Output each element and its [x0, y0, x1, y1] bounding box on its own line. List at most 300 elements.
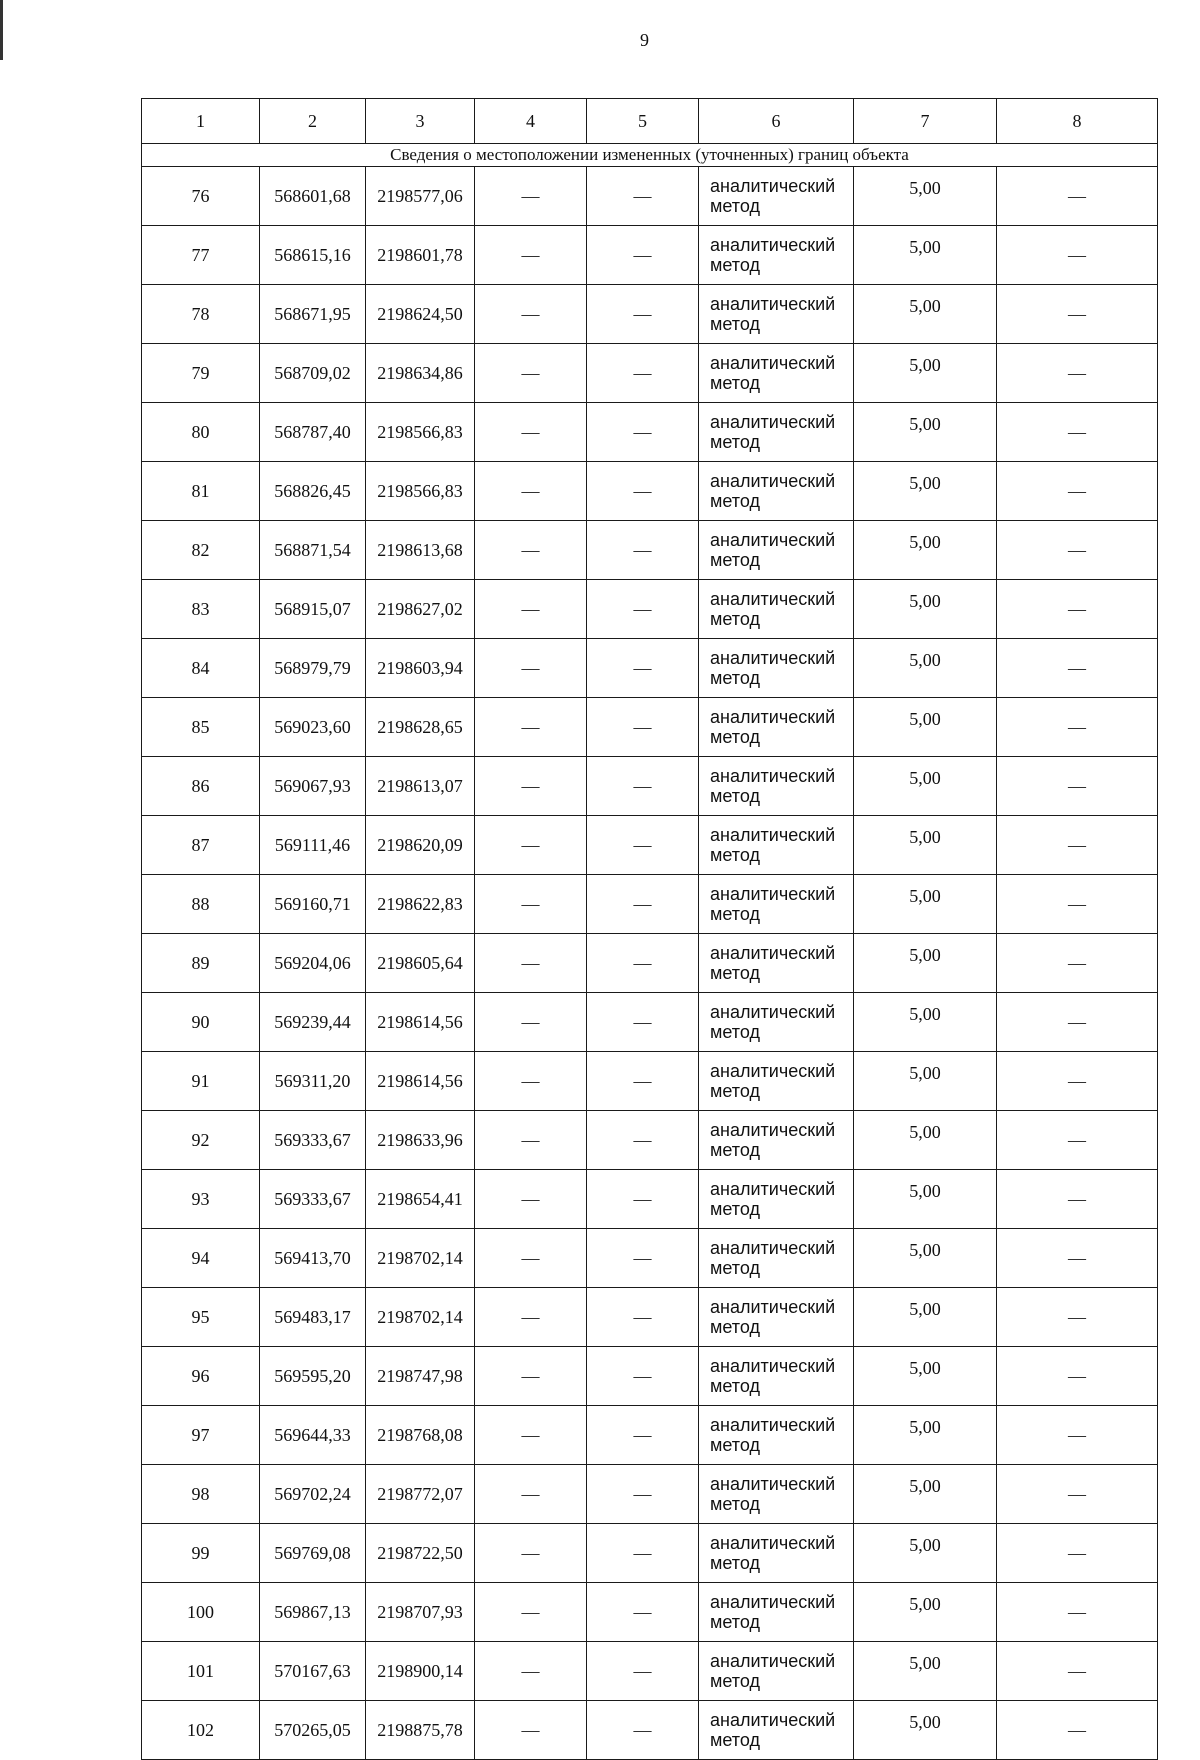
- column-8-cell: —: [997, 344, 1158, 403]
- coordinate-y-cell: 2198875,78: [366, 1701, 475, 1760]
- point-number-cell: 91: [142, 1052, 260, 1111]
- coordinate-x-cell: 568601,68: [260, 167, 366, 226]
- column-4-cell: —: [475, 285, 587, 344]
- column-4-cell: —: [475, 993, 587, 1052]
- method-line-2: метод: [710, 1317, 760, 1337]
- coordinate-x-cell: 568709,02: [260, 344, 366, 403]
- table-row: [142, 698, 1158, 757]
- accuracy-cell: 5,00: [854, 285, 997, 344]
- coordinate-x-cell: 568787,40: [260, 403, 366, 462]
- column-8-cell: —: [997, 934, 1158, 993]
- column-5-cell: —: [587, 580, 699, 639]
- table-row: [142, 1347, 1158, 1406]
- column-8-cell: —: [997, 226, 1158, 285]
- section-title: Сведения о местоположении измененных (уточненных) границ объекта: [142, 144, 1158, 167]
- table-row: [142, 285, 1158, 344]
- column-5-cell: —: [587, 1642, 699, 1701]
- coordinate-y-cell: 2198566,83: [366, 403, 475, 462]
- method-cell: [699, 1170, 854, 1229]
- column-4-cell: —: [475, 403, 587, 462]
- method-cell: [699, 816, 854, 875]
- column-4-cell: —: [475, 1406, 587, 1465]
- coordinate-x-cell: 569867,13: [260, 1583, 366, 1642]
- column-4-cell: —: [475, 1288, 587, 1347]
- method-cell: [699, 993, 854, 1052]
- method-line-2: метод: [710, 963, 760, 983]
- table-row: [142, 1229, 1158, 1288]
- table-row: [142, 757, 1158, 816]
- method-cell: [699, 403, 854, 462]
- table-row: [142, 639, 1158, 698]
- coordinate-x-cell: 568826,45: [260, 462, 366, 521]
- accuracy-cell: 5,00: [854, 344, 997, 403]
- table-row: [142, 1111, 1158, 1170]
- method-cell: [699, 934, 854, 993]
- method-line-1: аналитический: [710, 1533, 836, 1553]
- coordinate-y-cell: 2198577,06: [366, 167, 475, 226]
- table-row: [142, 1701, 1158, 1760]
- column-5-cell: —: [587, 1170, 699, 1229]
- point-number-cell: 102: [142, 1701, 260, 1760]
- method-line-2: метод: [710, 1022, 760, 1042]
- coordinate-y-cell: 2198613,07: [366, 757, 475, 816]
- coordinate-x-cell: 569204,06: [260, 934, 366, 993]
- column-5-cell: —: [587, 875, 699, 934]
- method-cell: [699, 1052, 854, 1111]
- column-header: 8: [997, 99, 1158, 144]
- point-number-cell: 76: [142, 167, 260, 226]
- method-line-1: аналитический: [710, 825, 836, 845]
- point-number-cell: 81: [142, 462, 260, 521]
- method-line-2: метод: [710, 1494, 760, 1514]
- column-4-cell: —: [475, 1170, 587, 1229]
- table-row: [142, 226, 1158, 285]
- accuracy-cell: 5,00: [854, 167, 997, 226]
- column-5-cell: —: [587, 1288, 699, 1347]
- column-8-cell: —: [997, 757, 1158, 816]
- column-4-cell: —: [475, 344, 587, 403]
- method-line-2: метод: [710, 1671, 760, 1691]
- column-8-cell: —: [997, 816, 1158, 875]
- accuracy-cell: 5,00: [854, 580, 997, 639]
- method-line-1: аналитический: [710, 1710, 836, 1730]
- method-line-1: аналитический: [710, 1474, 836, 1494]
- column-8-cell: —: [997, 1524, 1158, 1583]
- column-4-cell: —: [475, 757, 587, 816]
- table-row: [142, 521, 1158, 580]
- column-4-cell: —: [475, 462, 587, 521]
- point-number-cell: 78: [142, 285, 260, 344]
- coordinate-y-cell: 2198624,50: [366, 285, 475, 344]
- accuracy-cell: 5,00: [854, 1229, 997, 1288]
- coordinate-x-cell: 570167,63: [260, 1642, 366, 1701]
- coordinate-x-cell: 569595,20: [260, 1347, 366, 1406]
- method-line-2: метод: [710, 668, 760, 688]
- column-5-cell: —: [587, 344, 699, 403]
- coordinate-y-cell: 2198614,56: [366, 1052, 475, 1111]
- method-line-2: метод: [710, 314, 760, 334]
- section-title-row: [142, 144, 1158, 167]
- accuracy-cell: 5,00: [854, 934, 997, 993]
- accuracy-cell: 5,00: [854, 875, 997, 934]
- method-line-1: аналитический: [710, 943, 836, 963]
- method-line-1: аналитический: [710, 1179, 836, 1199]
- point-number-cell: 101: [142, 1642, 260, 1701]
- method-cell: [699, 1701, 854, 1760]
- accuracy-cell: 5,00: [854, 1701, 997, 1760]
- accuracy-cell: 5,00: [854, 1170, 997, 1229]
- column-8-cell: —: [997, 1406, 1158, 1465]
- column-header: 7: [854, 99, 997, 144]
- coordinate-x-cell: 569333,67: [260, 1111, 366, 1170]
- coordinate-x-cell: 569769,08: [260, 1524, 366, 1583]
- column-8-cell: —: [997, 993, 1158, 1052]
- column-8-cell: —: [997, 167, 1158, 226]
- point-number-cell: 94: [142, 1229, 260, 1288]
- table-row: [142, 875, 1158, 934]
- column-4-cell: —: [475, 816, 587, 875]
- column-4-cell: —: [475, 580, 587, 639]
- column-5-cell: —: [587, 816, 699, 875]
- coordinate-y-cell: 2198707,93: [366, 1583, 475, 1642]
- method-line-2: метод: [710, 1376, 760, 1396]
- coordinate-x-cell: 568671,95: [260, 285, 366, 344]
- coordinate-y-cell: 2198722,50: [366, 1524, 475, 1583]
- method-line-1: аналитический: [710, 530, 836, 550]
- method-line-1: аналитический: [710, 412, 836, 432]
- coordinate-y-cell: 2198702,14: [366, 1288, 475, 1347]
- method-line-2: метод: [710, 432, 760, 452]
- method-cell: [699, 698, 854, 757]
- column-5-cell: —: [587, 1701, 699, 1760]
- column-header: 5: [587, 99, 699, 144]
- point-number-cell: 86: [142, 757, 260, 816]
- column-header: 6: [699, 99, 854, 144]
- coordinate-y-cell: 2198627,02: [366, 580, 475, 639]
- column-5-cell: —: [587, 521, 699, 580]
- table-row: [142, 167, 1158, 226]
- column-8-cell: —: [997, 1111, 1158, 1170]
- method-line-2: метод: [710, 786, 760, 806]
- coordinate-x-cell: 569644,33: [260, 1406, 366, 1465]
- column-5-cell: —: [587, 1465, 699, 1524]
- column-8-cell: —: [997, 1288, 1158, 1347]
- method-line-2: метод: [710, 1199, 760, 1219]
- method-cell: [699, 167, 854, 226]
- method-line-2: метод: [710, 904, 760, 924]
- column-5-cell: —: [587, 1052, 699, 1111]
- method-cell: [699, 1229, 854, 1288]
- coordinate-x-cell: 569702,24: [260, 1465, 366, 1524]
- table-row: [142, 934, 1158, 993]
- column-4-cell: —: [475, 639, 587, 698]
- table-row: [142, 1642, 1158, 1701]
- column-4-cell: —: [475, 698, 587, 757]
- method-cell: [699, 757, 854, 816]
- column-4-cell: —: [475, 521, 587, 580]
- method-line-1: аналитический: [710, 471, 836, 491]
- column-8-cell: —: [997, 1642, 1158, 1701]
- column-8-cell: —: [997, 403, 1158, 462]
- method-cell: [699, 1288, 854, 1347]
- column-header: 1: [142, 99, 260, 144]
- method-cell: [699, 875, 854, 934]
- method-line-2: метод: [710, 1435, 760, 1455]
- coordinate-y-cell: 2198566,83: [366, 462, 475, 521]
- coordinate-y-cell: 2198654,41: [366, 1170, 475, 1229]
- method-line-2: метод: [710, 1553, 760, 1573]
- coordinate-y-cell: 2198634,86: [366, 344, 475, 403]
- method-line-2: метод: [710, 1081, 760, 1101]
- table-row: [142, 403, 1158, 462]
- coordinate-y-cell: 2198622,83: [366, 875, 475, 934]
- table-row: [142, 462, 1158, 521]
- coordinate-x-cell: 568615,16: [260, 226, 366, 285]
- accuracy-cell: 5,00: [854, 462, 997, 521]
- point-number-cell: 89: [142, 934, 260, 993]
- column-8-cell: —: [997, 875, 1158, 934]
- column-4-cell: —: [475, 934, 587, 993]
- method-line-2: метод: [710, 609, 760, 629]
- method-line-1: аналитический: [710, 884, 836, 904]
- column-5-cell: —: [587, 1111, 699, 1170]
- column-4-cell: —: [475, 1701, 587, 1760]
- coordinate-x-cell: 568979,79: [260, 639, 366, 698]
- method-line-1: аналитический: [710, 176, 836, 196]
- page-number: 9: [640, 30, 649, 50]
- accuracy-cell: 5,00: [854, 1465, 997, 1524]
- column-8-cell: —: [997, 1583, 1158, 1642]
- column-8-cell: —: [997, 1052, 1158, 1111]
- method-cell: [699, 580, 854, 639]
- method-cell: [699, 1642, 854, 1701]
- accuracy-cell: 5,00: [854, 403, 997, 462]
- accuracy-cell: 5,00: [854, 1524, 997, 1583]
- point-number-cell: 82: [142, 521, 260, 580]
- coordinate-x-cell: 569311,20: [260, 1052, 366, 1111]
- column-4-cell: —: [475, 1583, 587, 1642]
- column-4-cell: —: [475, 1524, 587, 1583]
- method-cell: [699, 285, 854, 344]
- table-row: [142, 1170, 1158, 1229]
- method-line-2: метод: [710, 1612, 760, 1632]
- method-cell: [699, 226, 854, 285]
- method-line-1: аналитический: [710, 589, 836, 609]
- coordinate-x-cell: 569023,60: [260, 698, 366, 757]
- method-line-2: метод: [710, 727, 760, 747]
- method-line-1: аналитический: [710, 1356, 836, 1376]
- method-line-1: аналитический: [710, 766, 836, 786]
- scan-edge-mark: [0, 0, 3, 60]
- accuracy-cell: 5,00: [854, 1288, 997, 1347]
- coordinate-x-cell: 568915,07: [260, 580, 366, 639]
- column-4-cell: —: [475, 875, 587, 934]
- point-number-cell: 84: [142, 639, 260, 698]
- coordinate-x-cell: 569413,70: [260, 1229, 366, 1288]
- column-8-cell: —: [997, 1347, 1158, 1406]
- method-line-2: метод: [710, 255, 760, 275]
- column-8-cell: —: [997, 1170, 1158, 1229]
- point-number-cell: 79: [142, 344, 260, 403]
- method-line-1: аналитический: [710, 1651, 836, 1671]
- column-8-cell: —: [997, 1701, 1158, 1760]
- coordinate-x-cell: 569483,17: [260, 1288, 366, 1347]
- method-cell: [699, 1465, 854, 1524]
- point-number-cell: 93: [142, 1170, 260, 1229]
- coordinate-y-cell: 2198772,07: [366, 1465, 475, 1524]
- method-line-2: метод: [710, 196, 760, 216]
- coordinate-x-cell: 569239,44: [260, 993, 366, 1052]
- method-cell: [699, 1406, 854, 1465]
- point-number-cell: 99: [142, 1524, 260, 1583]
- method-cell: [699, 1583, 854, 1642]
- accuracy-cell: 5,00: [854, 639, 997, 698]
- method-cell: [699, 344, 854, 403]
- point-number-cell: 100: [142, 1583, 260, 1642]
- method-line-2: метод: [710, 1730, 760, 1750]
- column-5-cell: —: [587, 698, 699, 757]
- point-number-cell: 95: [142, 1288, 260, 1347]
- column-5-cell: —: [587, 1229, 699, 1288]
- point-number-cell: 88: [142, 875, 260, 934]
- column-8-cell: —: [997, 521, 1158, 580]
- point-number-cell: 97: [142, 1406, 260, 1465]
- coordinate-x-cell: 570265,05: [260, 1701, 366, 1760]
- table-row: [142, 1524, 1158, 1583]
- column-header: 2: [260, 99, 366, 144]
- coordinate-x-cell: 568871,54: [260, 521, 366, 580]
- accuracy-cell: 5,00: [854, 1642, 997, 1701]
- table-row: [142, 1052, 1158, 1111]
- coordinate-y-cell: 2198633,96: [366, 1111, 475, 1170]
- column-8-cell: —: [997, 1229, 1158, 1288]
- method-line-2: метод: [710, 1140, 760, 1160]
- method-cell: [699, 1111, 854, 1170]
- point-number-cell: 92: [142, 1111, 260, 1170]
- column-5-cell: —: [587, 757, 699, 816]
- column-5-cell: —: [587, 1406, 699, 1465]
- coordinate-y-cell: 2198603,94: [366, 639, 475, 698]
- column-4-cell: —: [475, 1347, 587, 1406]
- method-cell: [699, 1524, 854, 1583]
- table-row: [142, 580, 1158, 639]
- accuracy-cell: 5,00: [854, 993, 997, 1052]
- point-number-cell: 90: [142, 993, 260, 1052]
- column-5-cell: —: [587, 934, 699, 993]
- method-line-2: метод: [710, 550, 760, 570]
- coordinate-y-cell: 2198613,68: [366, 521, 475, 580]
- coordinate-y-cell: 2198601,78: [366, 226, 475, 285]
- column-5-cell: —: [587, 226, 699, 285]
- column-5-cell: —: [587, 403, 699, 462]
- method-line-1: аналитический: [710, 648, 836, 668]
- accuracy-cell: 5,00: [854, 816, 997, 875]
- column-number-row: [142, 99, 1158, 144]
- method-line-1: аналитический: [710, 235, 836, 255]
- column-4-cell: —: [475, 1052, 587, 1111]
- table-row: [142, 1288, 1158, 1347]
- point-number-cell: 96: [142, 1347, 260, 1406]
- column-4-cell: —: [475, 1111, 587, 1170]
- coordinate-y-cell: 2198620,09: [366, 816, 475, 875]
- column-5-cell: —: [587, 993, 699, 1052]
- column-4-cell: —: [475, 1642, 587, 1701]
- column-4-cell: —: [475, 1465, 587, 1524]
- method-cell: [699, 639, 854, 698]
- method-line-1: аналитический: [710, 353, 836, 373]
- coordinate-y-cell: 2198605,64: [366, 934, 475, 993]
- coordinate-y-cell: 2198747,98: [366, 1347, 475, 1406]
- column-8-cell: —: [997, 1465, 1158, 1524]
- column-8-cell: —: [997, 698, 1158, 757]
- accuracy-cell: 5,00: [854, 226, 997, 285]
- method-line-1: аналитический: [710, 1415, 836, 1435]
- table-row: [142, 993, 1158, 1052]
- coordinate-x-cell: 569111,46: [260, 816, 366, 875]
- coordinate-y-cell: 2198702,14: [366, 1229, 475, 1288]
- column-8-cell: —: [997, 285, 1158, 344]
- column-5-cell: —: [587, 1524, 699, 1583]
- table-row: [142, 344, 1158, 403]
- accuracy-cell: 5,00: [854, 1052, 997, 1111]
- method-line-1: аналитический: [710, 1002, 836, 1022]
- point-number-cell: 80: [142, 403, 260, 462]
- column-8-cell: —: [997, 580, 1158, 639]
- table-row: [142, 1583, 1158, 1642]
- column-header: 3: [366, 99, 475, 144]
- column-4-cell: —: [475, 1229, 587, 1288]
- method-cell: [699, 1347, 854, 1406]
- accuracy-cell: 5,00: [854, 1583, 997, 1642]
- coordinate-y-cell: 2198614,56: [366, 993, 475, 1052]
- accuracy-cell: 5,00: [854, 1111, 997, 1170]
- method-cell: [699, 521, 854, 580]
- point-number-cell: 98: [142, 1465, 260, 1524]
- coordinate-y-cell: 2198900,14: [366, 1642, 475, 1701]
- method-line-2: метод: [710, 491, 760, 511]
- point-number-cell: 87: [142, 816, 260, 875]
- column-4-cell: —: [475, 167, 587, 226]
- column-header: 4: [475, 99, 587, 144]
- coordinate-x-cell: 569067,93: [260, 757, 366, 816]
- method-line-1: аналитический: [710, 1061, 836, 1081]
- coordinate-x-cell: 569160,71: [260, 875, 366, 934]
- method-line-1: аналитический: [710, 1120, 836, 1140]
- method-line-1: аналитический: [710, 1592, 836, 1612]
- method-line-1: аналитический: [710, 1238, 836, 1258]
- table-row: [142, 1465, 1158, 1524]
- column-5-cell: —: [587, 167, 699, 226]
- table-body: [142, 99, 1158, 1760]
- column-5-cell: —: [587, 1347, 699, 1406]
- accuracy-cell: 5,00: [854, 1347, 997, 1406]
- accuracy-cell: 5,00: [854, 698, 997, 757]
- point-number-cell: 77: [142, 226, 260, 285]
- method-line-2: метод: [710, 1258, 760, 1278]
- point-number-cell: 85: [142, 698, 260, 757]
- coordinate-y-cell: 2198628,65: [366, 698, 475, 757]
- accuracy-cell: 5,00: [854, 521, 997, 580]
- column-5-cell: —: [587, 639, 699, 698]
- method-line-1: аналитический: [710, 1297, 836, 1317]
- accuracy-cell: 5,00: [854, 757, 997, 816]
- column-4-cell: —: [475, 226, 587, 285]
- column-5-cell: —: [587, 462, 699, 521]
- point-number-cell: 83: [142, 580, 260, 639]
- method-cell: [699, 462, 854, 521]
- table-row: [142, 816, 1158, 875]
- method-line-1: аналитический: [710, 707, 836, 727]
